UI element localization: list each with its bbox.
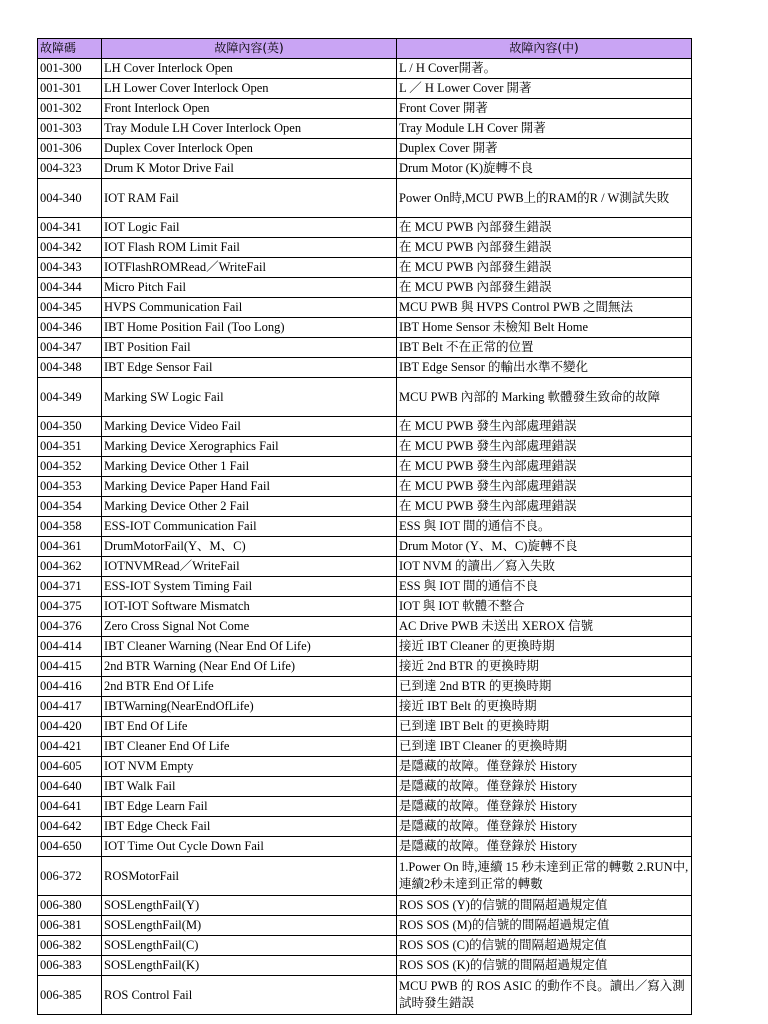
table-row [38,79,692,99]
header-description-zh: 故障內容(中) [397,39,692,59]
table-row [38,358,692,378]
fault-code-cell: 004-358 [38,517,102,537]
description-en-cell: IBT Edge Sensor Fail [102,358,397,378]
fault-code-cell: 001-306 [38,139,102,159]
fault-code-cell: 004-417 [38,697,102,717]
description-zh-cell: 是隱藏的故障。僅登錄於 History [397,757,692,777]
description-zh-cell: ROS SOS (M)的信號的間隔超過規定值 [397,916,692,936]
description-zh-cell: 接近 2nd BTR 的更換時期 [397,657,692,677]
table-row [38,797,692,817]
table-row [38,338,692,358]
description-zh-cell: 在 MCU PWB 內部發生錯誤 [397,238,692,258]
description-zh-cell: 在 MCU PWB 發生內部處理錯誤 [397,497,692,517]
table-row [38,597,692,617]
description-en-cell: Tray Module LH Cover Interlock Open [102,119,397,139]
fault-code-cell: 006-381 [38,916,102,936]
table-row [38,497,692,517]
table-row [38,59,692,79]
description-en-cell: LH Cover Interlock Open [102,59,397,79]
description-en-cell: Drum K Motor Drive Fail [102,159,397,179]
fault-code-cell: 004-371 [38,577,102,597]
description-zh-cell: IBT Belt 不在正常的位置 [397,338,692,358]
description-en-cell: ROSMotorFail [102,857,397,896]
fault-code-cell: 004-376 [38,617,102,637]
description-zh-cell: Power On時,MCU PWB上的RAM的R / W測試失敗 [397,179,692,218]
fault-code-cell: 004-340 [38,179,102,218]
description-en-cell: ESS-IOT Communication Fail [102,517,397,537]
description-en-cell: IOT RAM Fail [102,179,397,218]
table-row [38,936,692,956]
description-zh-cell: Duplex Cover 開著 [397,139,692,159]
description-zh-cell: Front Cover 開著 [397,99,692,119]
description-en-cell: HVPS Communication Fail [102,298,397,318]
fault-code-cell: 006-382 [38,936,102,956]
description-zh-cell: MCU PWB 內部的 Marking 軟體發生致命的故障 [397,378,692,417]
table-row [38,896,692,916]
fault-code-cell: 001-303 [38,119,102,139]
table-row [38,637,692,657]
description-en-cell: IOT NVM Empty [102,757,397,777]
description-en-cell: 2nd BTR End Of Life [102,677,397,697]
table-row [38,717,692,737]
fault-code-cell: 004-345 [38,298,102,318]
description-en-cell: ESS-IOT System Timing Fail [102,577,397,597]
description-zh-cell: 已到達 IBT Cleaner 的更換時期 [397,737,692,757]
description-en-cell: SOSLengthFail(M) [102,916,397,936]
table-row [38,557,692,577]
fault-code-cell: 004-416 [38,677,102,697]
description-zh-cell: L ／ H Lower Cover 開著 [397,79,692,99]
description-zh-cell: 已到達 IBT Belt 的更換時期 [397,717,692,737]
description-en-cell: IBT Edge Learn Fail [102,797,397,817]
fault-code-cell: 004-642 [38,817,102,837]
description-en-cell: Marking Device Other 2 Fail [102,497,397,517]
description-en-cell: SOSLengthFail(K) [102,956,397,976]
header-code: 故障碼 [38,39,102,59]
table-row [38,617,692,637]
description-en-cell: IOT-IOT Software Mismatch [102,597,397,617]
table-row [38,577,692,597]
table-row [38,218,692,238]
fault-code-cell: 001-301 [38,79,102,99]
fault-code-cell: 004-362 [38,557,102,577]
fault-code-cell: 004-414 [38,637,102,657]
fault-code-cell: 004-323 [38,159,102,179]
description-en-cell: Zero Cross Signal Not Come [102,617,397,637]
fault-code-cell: 004-353 [38,477,102,497]
description-zh-cell: 1.Power On 時,連續 15 秒未達到正常的轉數 2.RUN中,連續2秒未達到正常的轉數 [397,857,692,896]
table-row [38,837,692,857]
description-en-cell: Duplex Cover Interlock Open [102,139,397,159]
description-en-cell: ROS Control Fail [102,976,397,1015]
fault-code-cell: 006-372 [38,857,102,896]
table-row [38,457,692,477]
fault-code-table [37,38,692,1015]
table-row [38,697,692,717]
fault-code-cell: 004-640 [38,777,102,797]
table-header [38,39,692,59]
description-en-cell: IBT Home Position Fail (Too Long) [102,318,397,338]
fault-code-cell: 001-302 [38,99,102,119]
table-row [38,477,692,497]
table-row [38,238,692,258]
description-en-cell: IOTFlashROMRead／WriteFail [102,258,397,278]
description-zh-cell: ESS 與 IOT 間的通信不良 [397,577,692,597]
description-en-cell: 2nd BTR Warning (Near End Of Life) [102,657,397,677]
description-en-cell: Marking Device Other 1 Fail [102,457,397,477]
fault-code-cell: 004-352 [38,457,102,477]
description-zh-cell: 是隱藏的故障。僅登錄於 History [397,797,692,817]
table-row [38,777,692,797]
fault-code-cell: 004-415 [38,657,102,677]
description-zh-cell: 接近 IBT Cleaner 的更換時期 [397,637,692,657]
description-en-cell: IOT Flash ROM Limit Fail [102,238,397,258]
fault-code-cell: 004-347 [38,338,102,358]
description-en-cell: IBT Walk Fail [102,777,397,797]
table-row [38,159,692,179]
description-zh-cell: IOT NVM 的讀出／寫入失敗 [397,557,692,577]
fault-code-cell: 006-383 [38,956,102,976]
table-row [38,179,692,218]
fault-code-cell: 004-420 [38,717,102,737]
description-en-cell: LH Lower Cover Interlock Open [102,79,397,99]
table-row [38,857,692,896]
table-row [38,417,692,437]
description-en-cell: SOSLengthFail(C) [102,936,397,956]
fault-code-cell: 004-349 [38,378,102,417]
description-zh-cell: 已到達 2nd BTR 的更換時期 [397,677,692,697]
description-zh-cell: 在 MCU PWB 內部發生錯誤 [397,278,692,298]
table-row [38,737,692,757]
description-zh-cell: 接近 IBT Belt 的更換時期 [397,697,692,717]
description-zh-cell: 是隱藏的故障。僅登錄於 History [397,777,692,797]
fault-code-cell: 004-343 [38,258,102,278]
description-zh-cell: AC Drive PWB 未送出 XEROX 信號 [397,617,692,637]
description-zh-cell: 在 MCU PWB 發生內部處理錯誤 [397,477,692,497]
fault-code-cell: 004-344 [38,278,102,298]
table-row [38,657,692,677]
table-row [38,318,692,338]
description-zh-cell: IOT 與 IOT 軟體不整合 [397,597,692,617]
header-row [38,39,692,59]
table-row [38,817,692,837]
fault-code-cell: 004-375 [38,597,102,617]
description-zh-cell: MCU PWB 的 ROS ASIC 的動作不良。讀出／寫入測試時發生錯誤 [397,976,692,1015]
description-en-cell: IBT Cleaner End Of Life [102,737,397,757]
description-zh-cell: L / H Cover開著。 [397,59,692,79]
fault-code-cell: 001-300 [38,59,102,79]
table-row [38,437,692,457]
fault-code-cell: 004-421 [38,737,102,757]
description-en-cell: IBT End Of Life [102,717,397,737]
fault-code-cell: 004-346 [38,318,102,338]
table-row [38,258,692,278]
description-zh-cell: 在 MCU PWB 發生內部處理錯誤 [397,457,692,477]
table-row [38,677,692,697]
description-en-cell: Marking Device Paper Hand Fail [102,477,397,497]
description-zh-cell: 在 MCU PWB 發生內部處理錯誤 [397,417,692,437]
table-row [38,99,692,119]
header-description-en: 故障內容(英) [102,39,397,59]
description-zh-cell: ROS SOS (K)的信號的間隔超過規定值 [397,956,692,976]
description-zh-cell: 在 MCU PWB 內部發生錯誤 [397,258,692,278]
table-row [38,757,692,777]
description-en-cell: DrumMotorFail(Y、M、C) [102,537,397,557]
description-zh-cell: ESS 與 IOT 間的通信不良。 [397,517,692,537]
fault-code-cell: 004-650 [38,837,102,857]
description-zh-cell: ROS SOS (Y)的信號的間隔超過規定值 [397,896,692,916]
description-zh-cell: Drum Motor (K)旋轉不良 [397,159,692,179]
description-en-cell: Front Interlock Open [102,99,397,119]
fault-code-cell: 004-348 [38,358,102,378]
fault-code-cell: 004-641 [38,797,102,817]
fault-code-cell: 006-380 [38,896,102,916]
description-en-cell: Marking SW Logic Fail [102,378,397,417]
table-row [38,517,692,537]
description-zh-cell: 在 MCU PWB 發生內部處理錯誤 [397,437,692,457]
table-row [38,956,692,976]
fault-code-cell: 004-341 [38,218,102,238]
fault-code-cell: 004-350 [38,417,102,437]
description-en-cell: IBTWarning(NearEndOfLife) [102,697,397,717]
table-row [38,298,692,318]
description-en-cell: Marking Device Video Fail [102,417,397,437]
table-body [38,59,692,1015]
description-zh-cell: Drum Motor (Y、M、C)旋轉不良 [397,537,692,557]
fault-code-cell: 004-605 [38,757,102,777]
table-row [38,119,692,139]
description-en-cell: IBT Edge Check Fail [102,817,397,837]
description-en-cell: IOT Logic Fail [102,218,397,238]
description-en-cell: IBT Position Fail [102,338,397,358]
table-row [38,378,692,417]
description-en-cell: SOSLengthFail(Y) [102,896,397,916]
table-row [38,976,692,1015]
description-zh-cell: 是隱藏的故障。僅登錄於 History [397,817,692,837]
description-en-cell: IBT Cleaner Warning (Near End Of Life) [102,637,397,657]
description-zh-cell: MCU PWB 與 HVPS Control PWB 之間無法 [397,298,692,318]
fault-code-cell: 004-351 [38,437,102,457]
fault-code-cell: 004-342 [38,238,102,258]
table-row [38,537,692,557]
table-row [38,278,692,298]
table-row [38,916,692,936]
description-zh-cell: IBT Edge Sensor 的輸出水準不變化 [397,358,692,378]
description-zh-cell: Tray Module LH Cover 開著 [397,119,692,139]
description-en-cell: Marking Device Xerographics Fail [102,437,397,457]
description-en-cell: IOT Time Out Cycle Down Fail [102,837,397,857]
description-zh-cell: 是隱藏的故障。僅登錄於 History [397,837,692,857]
fault-code-cell: 006-385 [38,976,102,1015]
fault-code-cell: 004-361 [38,537,102,557]
description-en-cell: IOTNVMRead／WriteFail [102,557,397,577]
description-zh-cell: ROS SOS (C)的信號的間隔超過規定值 [397,936,692,956]
description-zh-cell: IBT Home Sensor 未檢知 Belt Home [397,318,692,338]
description-en-cell: Micro Pitch Fail [102,278,397,298]
table-row [38,139,692,159]
description-zh-cell: 在 MCU PWB 內部發生錯誤 [397,218,692,238]
fault-code-cell: 004-354 [38,497,102,517]
